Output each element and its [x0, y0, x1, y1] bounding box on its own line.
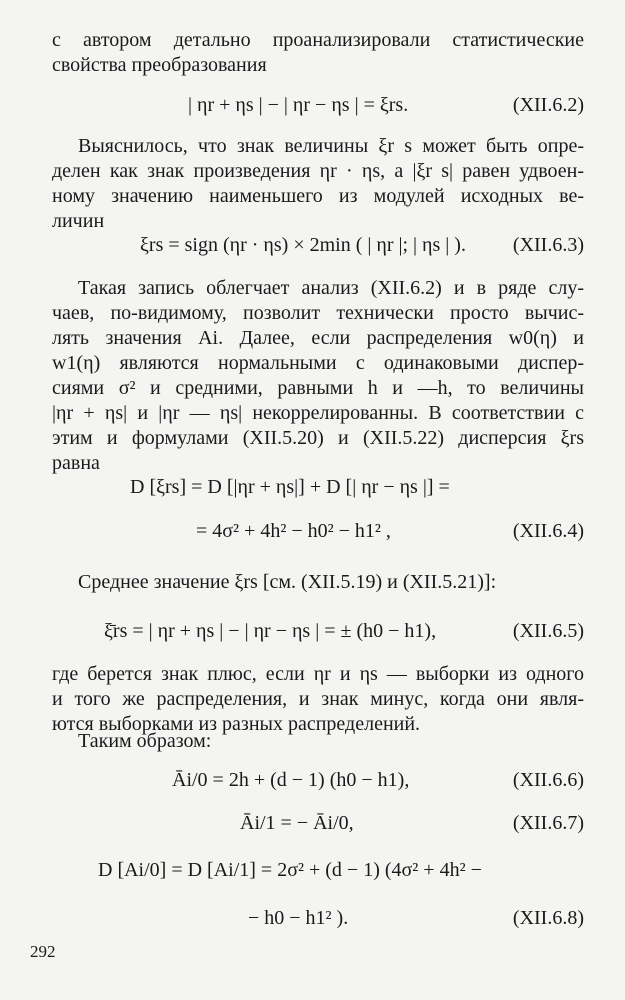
paragraph-3: [52, 276, 584, 476]
equation-formula: − h0 − h1² ).: [248, 907, 349, 929]
equation-xii-6-7: [240, 810, 354, 836]
paragraph-4: [52, 570, 584, 595]
text-line: чаев, по-видимому, позволит технически просто вычис-: [52, 302, 584, 324]
text-line: Среднее значение ξrs [см. (XII.5.19) и (XII.5.21)]:: [78, 571, 497, 593]
page-number: 292: [30, 942, 56, 961]
equation-formula: Āi/0 = 2h + (d − 1) (h0 − h1),: [172, 769, 410, 791]
text-line: равна: [52, 452, 100, 474]
text-line: личин: [52, 210, 105, 232]
equation-xii-6-2: [188, 92, 408, 118]
equation-xii-6-4-line-1: [130, 474, 450, 500]
text-line: делен как знак произведения ηr · ηs, а |ξr s| равен удвоен-: [52, 160, 584, 182]
text-line: где берется знак плюс, если ηr и ηs — выборки из одного: [52, 663, 584, 685]
paragraph-5: [52, 662, 584, 737]
text-line: w1(η) являются нормальными с одинаковыми диспер-: [52, 352, 584, 374]
text-line: Такая запись облегчает анализ (XII.6.2) и в ряде слу-: [78, 277, 584, 299]
equation-formula: D [Ai/0] = D [Ai/1] = 2σ² + (d − 1) (4σ² + 4h² −: [98, 859, 482, 881]
equation-xii-6-8-line-1: [98, 857, 482, 883]
equation-number: (XII.6.6): [512, 769, 584, 791]
equation-formula: = 4σ² + 4h² − h0² − h1² ,: [196, 520, 391, 542]
text-line: и того же распределения, и знак минус, когда они явля-: [52, 688, 584, 710]
text-line: сиями σ² и средними, равными h и —h, то величины: [52, 377, 584, 399]
paragraph-2: [52, 134, 584, 234]
equation-formula: D [ξrs] = D [|ηr + ηs|] + D [| ηr − ηs |] =: [130, 476, 450, 498]
paragraph-1: [52, 28, 584, 78]
text-line: Таким образом:: [78, 730, 212, 752]
equation-xii-6-3: [140, 232, 466, 258]
equation-formula: ξ̄rs = | ηr + ηs | − | ηr − ηs | = ± (h0 − h1),: [104, 620, 437, 642]
text-line: Выяснилось, что знак величины ξr s может быть опре-: [78, 135, 584, 157]
equation-number: (XII.6.4): [512, 520, 584, 542]
equation-formula-source: | ηr + ηs | − | ηr − ηs | = ξrs.: [188, 94, 409, 116]
equation-formula: Āi/1 = − Āi/0,: [240, 812, 354, 834]
equation-number: (XII.6.8): [512, 907, 584, 929]
text-line: |ηr + ηs| и |ηr — ηs| некоррелированны. В соответствии с: [52, 402, 584, 424]
equation-number: (XII.6.5): [512, 620, 584, 642]
equation-number: (XII.6.2): [512, 94, 584, 116]
equation-xii-6-8-line-2: [248, 905, 348, 931]
text-line: с автором детально проанализировали статистические: [52, 29, 584, 51]
text-line: этим и формулами (XII.5.20) и (XII.5.22) дисперсия ξrs: [52, 427, 584, 449]
equation-formula: ξrs = sign (ηr · ηs) × 2min ( | ηr |; | ηs | ).: [140, 234, 466, 256]
equation-xii-6-6: [172, 767, 409, 793]
text-line: лять значения Ai. Далее, если распределения w0(η) и: [52, 327, 584, 349]
text-line: ются выборками из разных распределений.: [52, 713, 421, 735]
paragraph-6: [52, 729, 584, 754]
equation-xii-6-5: [104, 618, 436, 644]
equation-number: (XII.6.3): [512, 234, 584, 256]
equation-number: (XII.6.7): [512, 812, 584, 834]
text-line: ному значению наименьшего из модулей исходных ве-: [52, 185, 584, 207]
text-line: свойства преобразования: [52, 54, 267, 76]
equation-xii-6-4-line-2: [196, 518, 391, 544]
